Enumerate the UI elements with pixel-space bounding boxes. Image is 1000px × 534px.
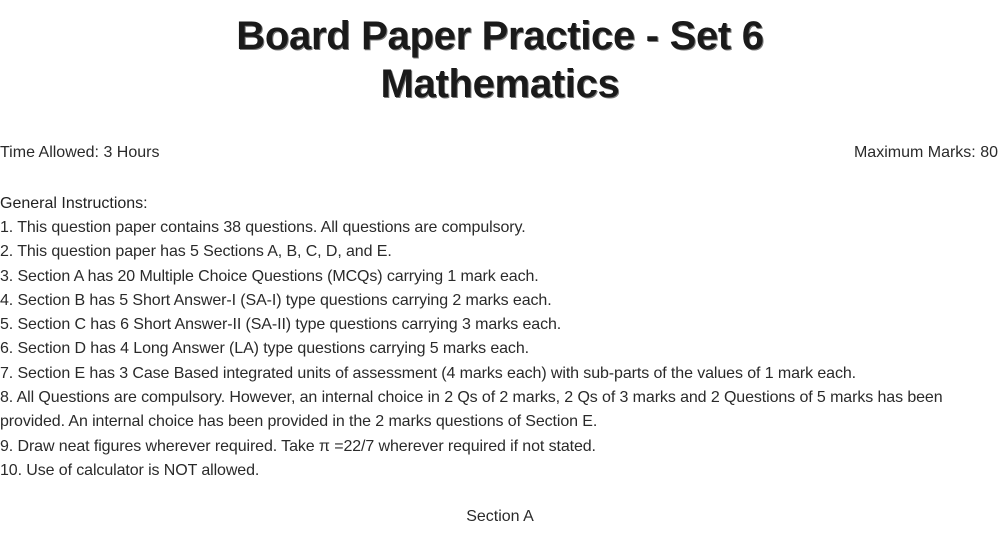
document-title	[0, 12, 1000, 108]
instruction-item: 10. Use of calculator is NOT allowed.	[0, 461, 260, 479]
instructions-heading: General Instructions:	[0, 195, 148, 212]
maximum-marks: Maximum Marks: 80	[853, 144, 998, 161]
title-line-2: Mathematics	[380, 62, 620, 106]
instruction-item: 9. Draw neat figures wherever required. Take π =22/7 wherever required if not stated.	[0, 437, 596, 455]
time-allowed: Time Allowed: 3 Hours	[0, 144, 160, 161]
section-title: Section A	[466, 508, 534, 525]
instruction-item: 2. This question paper has 5 Sections A, B, C, D, and E.	[0, 243, 392, 261]
instruction-item: 7. Section E has 3 Case Based integrated units of assessment (4 marks each) with sub-parts of the values of 1 mark each.	[0, 364, 856, 382]
instruction-item: 3. Section A has 20 Multiple Choice Questions (MCQs) carrying 1 mark each.	[0, 267, 539, 285]
instruction-item: 6. Section D has 4 Long Answer (LA) type questions carrying 5 marks each.	[0, 340, 529, 358]
instruction-item: 4. Section B has 5 Short Answer-I (SA-I) type questions carrying 2 marks each.	[0, 291, 552, 309]
general-instructions	[0, 192, 1000, 483]
meta-row	[0, 144, 1000, 166]
instruction-item: 5. Section C has 6 Short Answer-II (SA-II) type questions carrying 3 marks each.	[0, 316, 562, 334]
instructions-list	[0, 216, 1000, 483]
instruction-item: 8. All Questions are compulsory. However, an internal choice in 2 Qs of 2 marks, 2 Qs of 3 marks and 2 Questions of 5 marks has been provided. An internal choice has been provided in the 2 marks questions of Section E.	[0, 389, 943, 431]
title-line-1: Board Paper Practice - Set 6	[236, 14, 764, 58]
instruction-item: 1. This question paper contains 38 questions. All questions are compulsory.	[0, 219, 526, 236]
